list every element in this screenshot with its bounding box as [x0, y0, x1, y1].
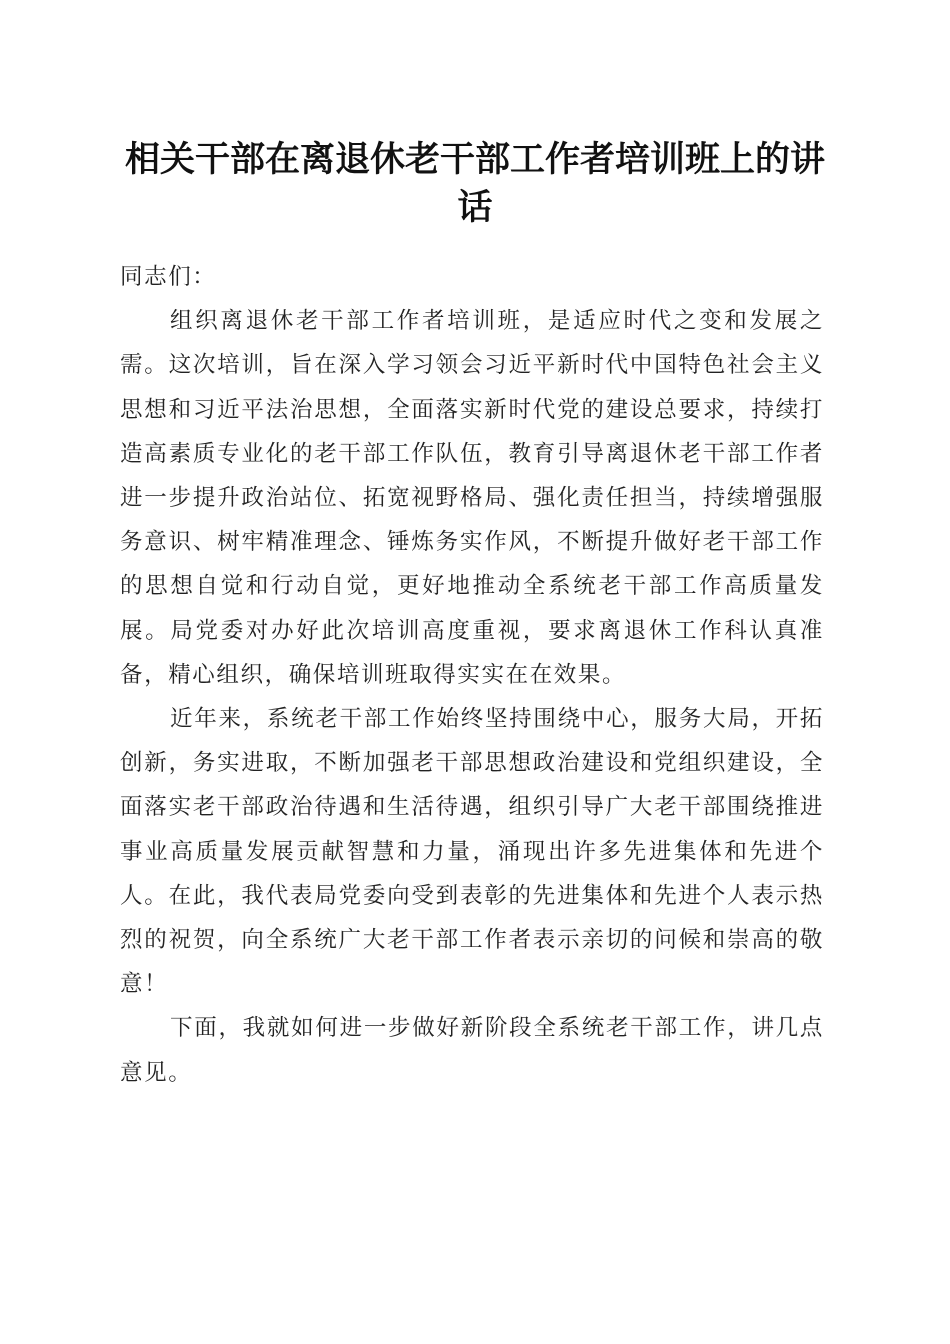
paragraph-2: 近年来，系统老干部工作始终坚持围绕中心，服务大局，开拓创新，务实进取，不断加强老干部思想政治建设和党组织建设，全面落实老干部政治待遇和生活待遇，组织引导广大老干部围绕推进事业高质量发展贡献智慧和力量，涌现出许多先进集体和先进个人。在此，我代表局党委向受到表彰的先进集体和先进个人表示热烈的祝贺，向全系统广大老干部工作者表示亲切的问候和崇高的敬意！ — [120, 706, 824, 998]
document-body — [120, 255, 824, 1095]
salutation: 同志们： — [120, 264, 217, 290]
paragraph-1: 组织离退休老干部工作者培训班，是适应时代之变和发展之需。这次培训，旨在深入学习领会习近平新时代中国特色社会主义思想和习近平法治思想，全面落实新时代党的建设总要求，持续打造高素质专业化的老干部工作队伍，教育引导离退休老干部工作者进一步提升政治站位、拓宽视野格局、强化责任担当，持续增强服务意识、树牢精准理念、锤炼务实作风，不断提升做好老干部工作的思想自觉和行动自觉，更好地推动全系统老干部工作高质量发展。局党委对办好此次培训高度重视，要求离退休工作科认真准备，精心组织，确保培训班取得实实在在效果。 — [120, 308, 824, 688]
paragraph-3: 下面，我就如何进一步做好新阶段全系统老干部工作，讲几点意见。 — [120, 1015, 824, 1086]
document-title: 相关干部在离退休老干部工作者培训班上的讲话 — [124, 139, 825, 228]
